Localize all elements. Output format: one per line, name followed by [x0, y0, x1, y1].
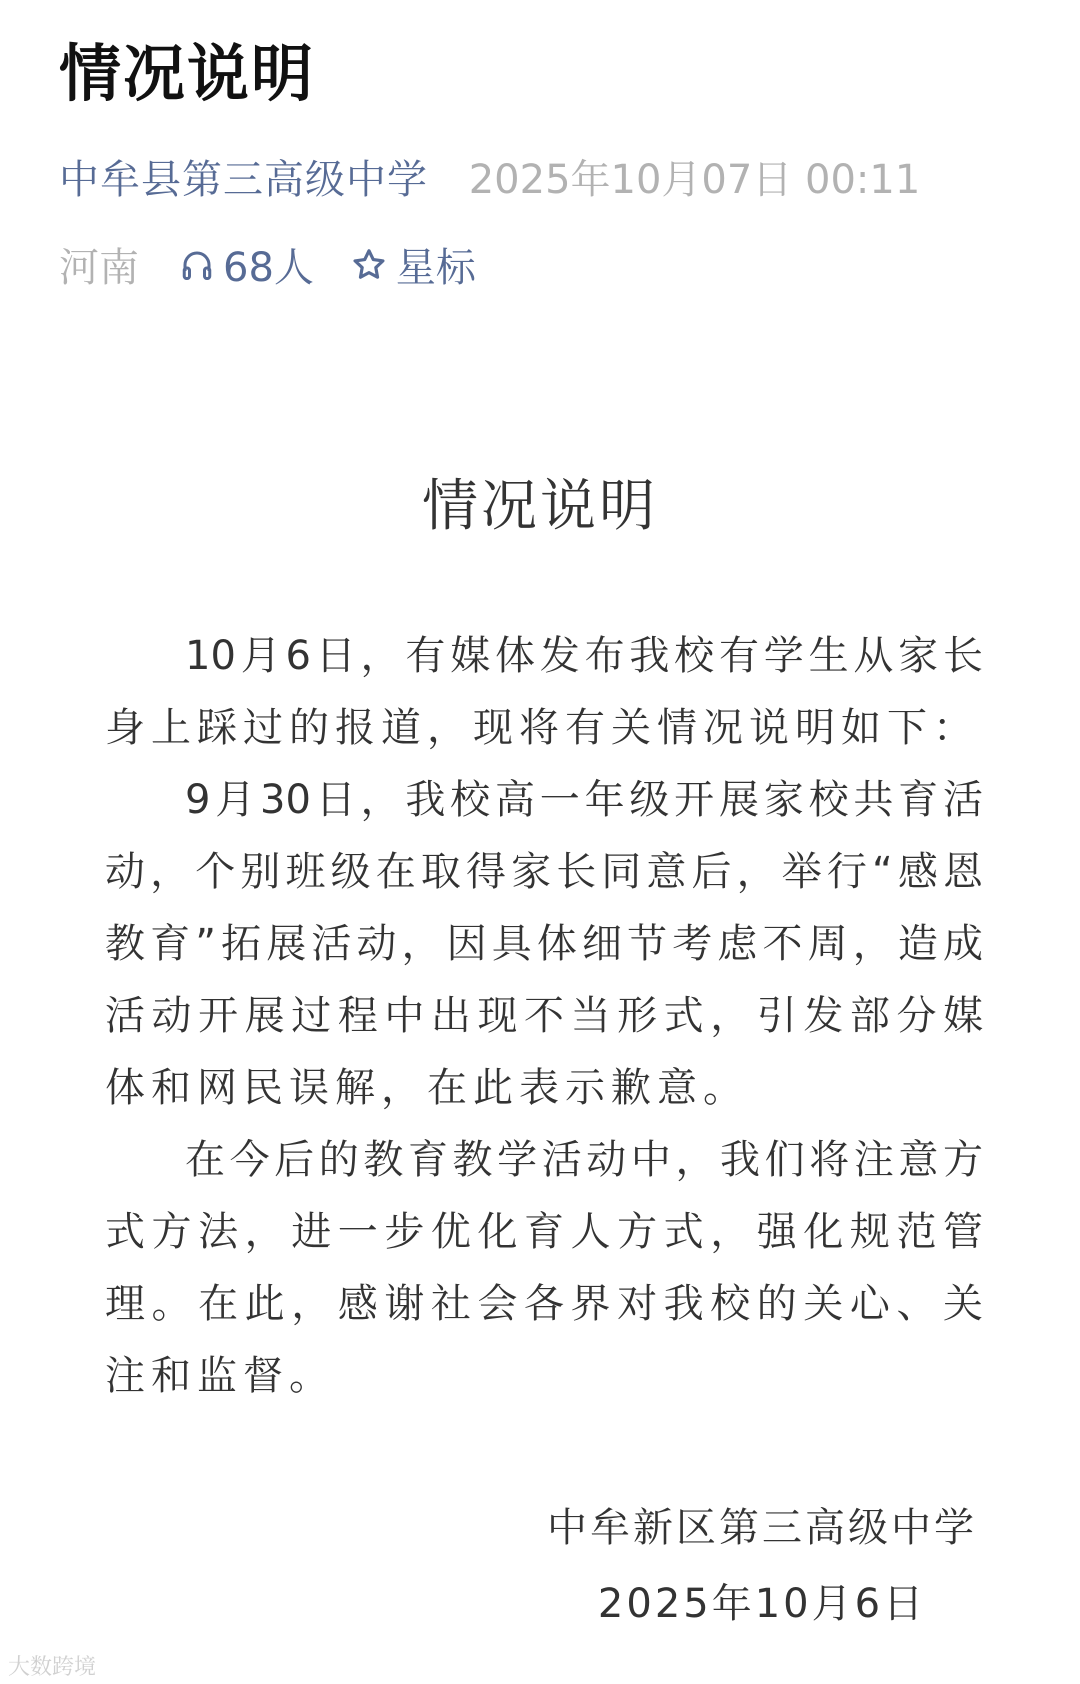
paragraph-line: 身上踩过的报道，现将有关情况说明如下：	[105, 705, 979, 751]
paragraph-line: 体和网民误解，在此表示歉意。	[105, 1065, 749, 1111]
paragraph-line: 教育”拓展活动，因具体细节考虑不周，造成	[105, 921, 983, 967]
article-meta	[59, 148, 920, 205]
star-button[interactable]	[350, 236, 476, 293]
watermark: 大数跨境	[8, 1655, 97, 1680]
paragraph-line: 理。在此，感谢社会各界对我校的关心、关	[105, 1281, 983, 1327]
paragraph-line: 动，个别班级在取得家长同意后，举行“感恩	[105, 849, 983, 895]
location: 河南	[59, 245, 139, 291]
paragraph-line: 在今后的教育教学活动中，我们将注意方	[185, 1137, 983, 1183]
article-title: 情况说明	[59, 37, 316, 110]
signature-org: 中牟新区第三高级中学	[547, 1505, 977, 1551]
listen-button[interactable]	[179, 236, 314, 293]
signature-date: 2025年10月6日	[597, 1581, 927, 1627]
listeners-count: 68人	[223, 245, 314, 291]
publish-time: 2025年10月07日 00:11	[468, 157, 921, 203]
paragraph-line: 活动开展过程中出现不当形式，引发部分媒	[105, 993, 983, 1039]
paragraph-line: 式方法，进一步优化育人方式，强化规范管	[105, 1209, 983, 1255]
paragraph-line: 注和监督。	[105, 1353, 335, 1399]
article-meta-secondary	[59, 236, 476, 293]
document-title: 情况说明	[422, 474, 658, 539]
account-name-link[interactable]: 中牟县第三高级中学	[59, 157, 428, 203]
document-body	[105, 620, 983, 1412]
star-icon	[350, 246, 388, 284]
star-label: 星标	[395, 245, 476, 291]
paragraph-line: 9月30日，我校高一年级开展家校共育活	[185, 777, 983, 823]
paragraph-line: 10月6日，有媒体发布我校有学生从家长	[185, 633, 983, 679]
signature-block	[547, 1490, 977, 1642]
headphones-icon	[179, 247, 215, 283]
